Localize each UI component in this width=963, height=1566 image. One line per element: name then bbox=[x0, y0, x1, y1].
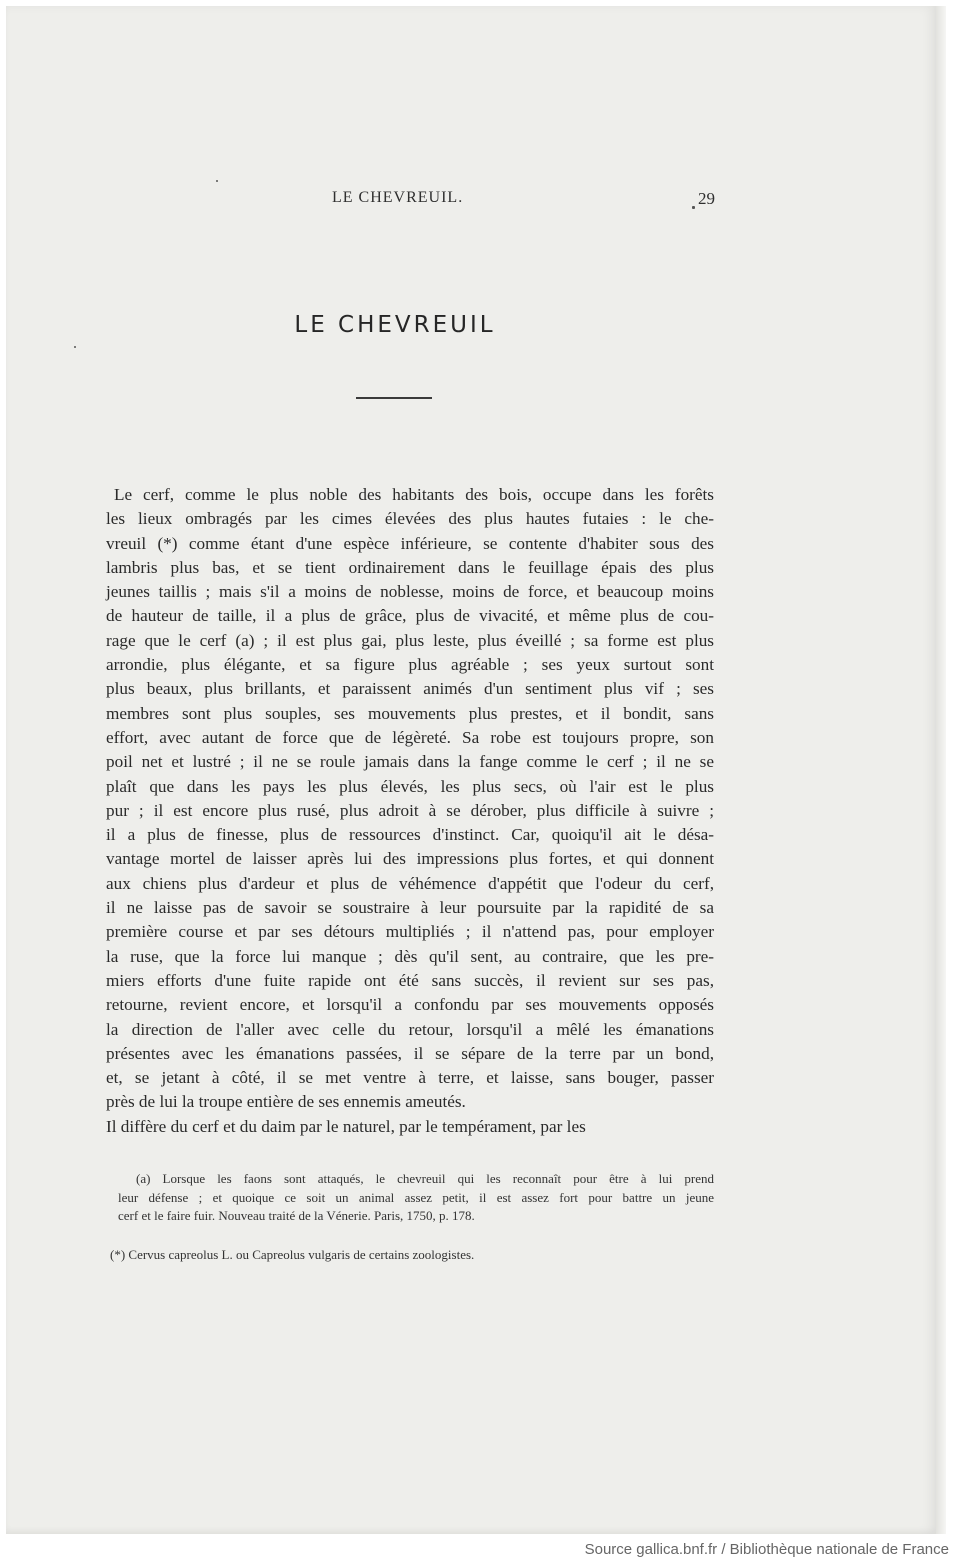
source-credit: Source gallica.bnf.fr / Bibliothèque nationale de France bbox=[584, 1541, 949, 1558]
footnote-line: leur défense ; et quoique ce soit un animal assez petit, il est assez fort pour battre un jeune bbox=[118, 1189, 714, 1205]
body-line: et, se jetant à côté, il se met ventre à terre, et laisse, sans bouger, passer bbox=[106, 1068, 714, 1088]
body-line: effort, avec autant de force que de légèreté. Sa robe est toujours propre, son bbox=[106, 727, 714, 747]
title-rule bbox=[356, 397, 432, 399]
body-line: rage que le cerf (a) ; il est plus gai, plus leste, plus éveillé ; sa forme est plus bbox=[106, 630, 714, 650]
body-line: retourne, revient encore, et lorsqu'il a confondu par ses mouvements opposés bbox=[106, 995, 714, 1015]
body-line: présentes avec les émanations passées, il se sépare de la terre par un bond, bbox=[106, 1043, 714, 1063]
running-title: LE CHEVREUIL. bbox=[332, 189, 464, 206]
body-line: jeunes taillis ; mais s'il a moins de noblesse, moins de force, et beaucoup moins bbox=[106, 582, 714, 602]
body-line: vreuil (*) comme étant d'une espèce inférieure, se contente d'habiter sous des bbox=[106, 533, 714, 553]
body-line: première course et par ses détours multipliés ; il n'attend pas, pour employer bbox=[106, 922, 714, 942]
body-line: la direction de l'aller avec celle du retour, lorsqu'il a mêlé les émanations bbox=[106, 1019, 714, 1039]
body-line: de hauteur de taille, il a plus de grâce, plus de vivacité, et même plus de cou- bbox=[106, 606, 714, 626]
body-text bbox=[106, 483, 714, 1139]
body-line: pur ; il est encore plus rusé, plus adroit à se dérober, plus difficile à suivre ; bbox=[106, 800, 714, 820]
footnote-a bbox=[106, 1170, 714, 1226]
page-edge-shadow bbox=[936, 6, 946, 1534]
body-line: près de lui la troupe entière de ses ennemis ameutés. bbox=[106, 1092, 466, 1112]
body-line: il ne laisse pas de savoir se soustraire à leur poursuite par la rapidité de sa bbox=[106, 898, 714, 918]
chapter-title: LE CHEVREUIL bbox=[294, 312, 496, 338]
body-line: les lieux ombragés par les cimes élevées des plus hautes futaies : le che- bbox=[106, 509, 714, 529]
body-line: membres sont plus souples, ses mouvements plus prestes, et il bondit, sans bbox=[106, 703, 714, 723]
body-line: vantage mortel de laisser après lui des impressions plus fortes, et qui donnent bbox=[106, 849, 714, 869]
body-line: miers efforts d'une fuite rapide ont été sans succès, il revient sur ses pas, bbox=[106, 970, 714, 990]
paper-speck bbox=[74, 346, 76, 348]
footnote-line: (a) Lorsque les faons sont attaqués, le chevreuil qui les reconnaît pour être à lui prend bbox=[136, 1171, 714, 1186]
footnote-star: (*) Cervus capreolus L. ou Capreolus vulgaris de certains zoologistes. bbox=[110, 1247, 475, 1262]
body-line: aux chiens plus d'ardeur et plus de véhémence d'appétit que l'odeur du cerf, bbox=[106, 873, 714, 893]
body-line: lambris plus bas, et se tient ordinairement dans le feuillage épais des plus bbox=[106, 557, 714, 577]
body-line: Le cerf, comme le plus noble des habitants des bois, occupe dans les forêts bbox=[114, 485, 714, 504]
running-head bbox=[0, 189, 963, 211]
footnote-line: cerf et le faire fuir. Nouveau traité de la Vénerie. Paris, 1750, p. 178. bbox=[118, 1208, 475, 1224]
body-line: plus beaux, plus brillants, et paraissent animés d'un sentiment plus vif ; ses bbox=[106, 679, 714, 699]
body-line: poil net et lustré ; il ne se roule jamais dans la fange comme le cerf ; il ne se bbox=[106, 752, 714, 772]
body-line: il a plus de finesse, plus de ressources d'instinct. Car, quoiqu'il ait le désa- bbox=[106, 825, 714, 845]
body-line: arrondie, plus élégante, et sa figure plus agréable ; ses yeux surtout sont bbox=[106, 655, 714, 675]
body-line: plaît que dans les pays les plus élevés, les plus secs, où l'air est le plus bbox=[106, 776, 714, 796]
body-line: Il diffère du cerf et du daim par le naturel, par le tempérament, par les bbox=[106, 1116, 586, 1136]
body-line: la ruse, que la force lui manque ; dès qu'il sent, au contraire, que les pre- bbox=[106, 946, 714, 966]
paper-speck bbox=[216, 180, 218, 182]
page-number: 29 bbox=[698, 189, 715, 208]
